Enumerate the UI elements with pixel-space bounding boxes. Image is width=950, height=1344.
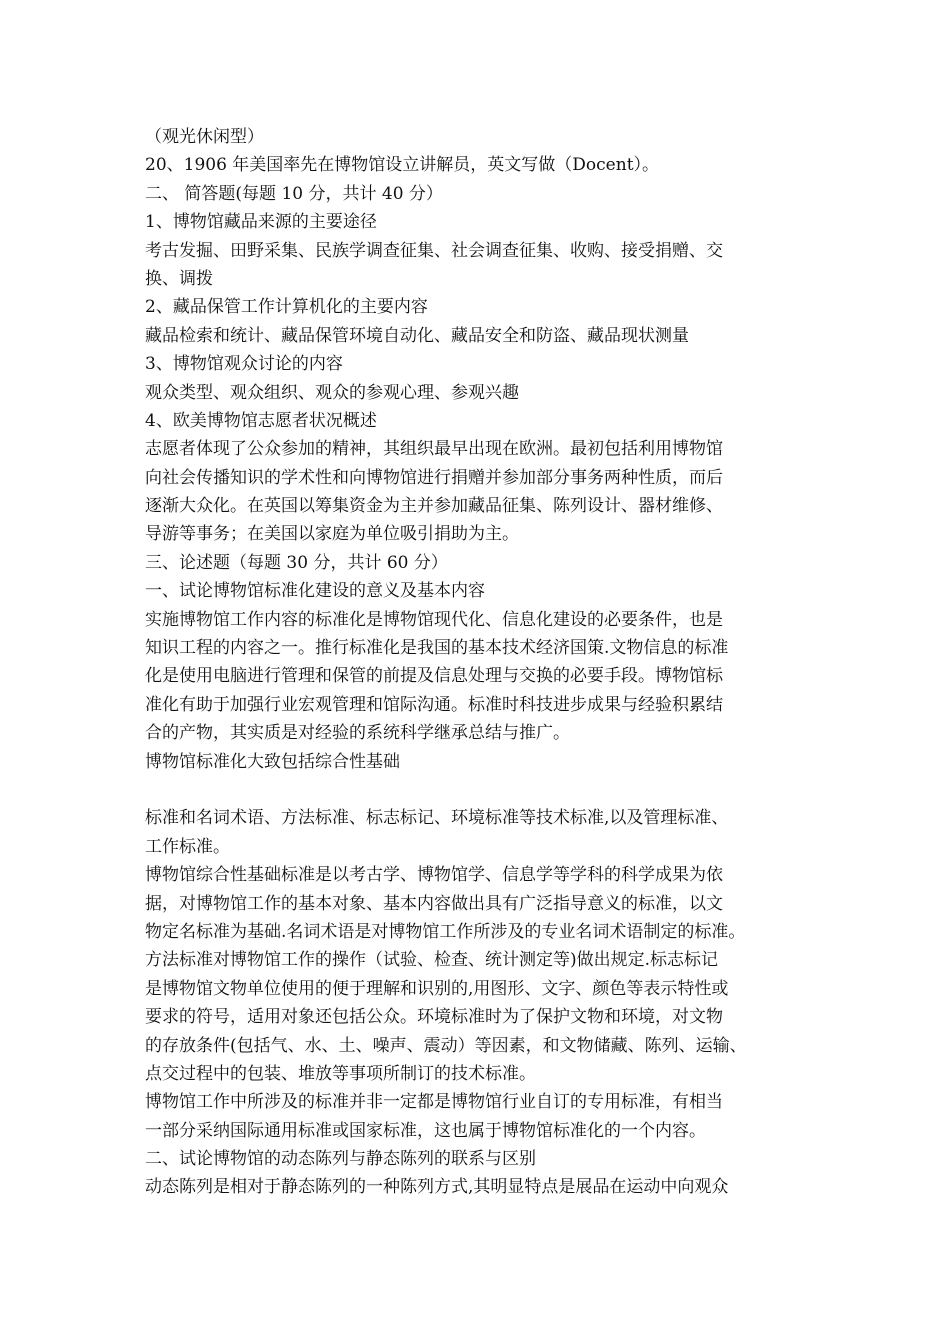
text-line: 物定名标准为基础.名词术语是对博物馆工作所涉及的专业名词术语制定的标准。 (145, 921, 746, 942)
text-line: 标准和名词术语、方法标准、标志标记、环境标准等技术标准,以及管理标准、 (145, 808, 729, 829)
text-line: 藏品检索和统计、藏品保管环境自动化、藏品安全和防盗、藏品现状测量 (145, 325, 689, 346)
text-line: 动态陈列是相对于静态陈列的一种陈列方式,其明显特点是展品在运动中向观众 (145, 1177, 729, 1198)
question-heading: 1、博物馆藏品来源的主要途径 (145, 212, 377, 233)
text-line: 实施博物馆工作内容的标准化是博物馆现代化、信息化建设的必要条件，也是 (145, 609, 723, 630)
section-heading: 三、论述题（每题 30 分，共计 60 分） (145, 552, 448, 573)
text-line: 考古发掘、田野采集、民族学调查征集、社会调查征集、收购、接受捐赠、交 (145, 240, 723, 261)
text-line: 准化有助于加强行业宏观管理和馆际沟通。标准时科技进步成果与经验积累结 (145, 694, 723, 715)
text-line: 化是使用电脑进行管理和保管的前提及信息处理与交换的必要手段。博物馆标 (145, 666, 723, 687)
text-line: 向社会传播知识的学术性和向博物馆进行捐赠并参加部分事务两种性质，而后 (145, 467, 723, 488)
text-line: 知识工程的内容之一。推行标准化是我国的基本技术经济国策.文物信息的标准 (145, 638, 729, 659)
text-line: 据，对博物馆工作的基本对象、基本内容做出具有广泛指导意义的标准，以文 (145, 893, 723, 914)
text-line: （观光休闲型） (145, 127, 264, 147)
text-line: 点交过程中的包装、堆放等事项所制订的技术标准。 (145, 1063, 536, 1084)
blank-line (145, 776, 825, 804)
text-line: 20、1906 年美国率先在博物馆设立讲解员，英文写做（Docent）。 (145, 155, 660, 176)
question-heading: 2、藏品保管工作计算机化的主要内容 (145, 297, 428, 318)
question-heading: 一、试论博物馆标准化建设的意义及基本内容 (145, 581, 485, 602)
text-line: 博物馆工作中所涉及的标准并非一定都是博物馆行业自订的专用标准，有相当 (145, 1092, 723, 1113)
text-line: 方法标准对博物馆工作的操作（试验、检查、统计测定等)做出规定.标志标记 (145, 950, 719, 971)
document-body (145, 123, 825, 1202)
text-line: 志愿者体现了公众参加的精神，其组织最早出现在欧洲。最初包括利用博物馆 (145, 439, 723, 460)
text-line: 工作标准。 (145, 836, 230, 857)
section-heading: 二、 简答题(每题 10 分，共计 40 分） (145, 183, 443, 204)
text-line: 是博物馆文物单位使用的便于理解和识别的,用图形、文字、颜色等表示特性或 (145, 978, 729, 999)
question-heading: 4、欧美博物馆志愿者状况概述 (145, 410, 377, 431)
text-line: 观众类型、观众组织、观众的参观心理、参观兴趣 (145, 382, 519, 403)
text-line: 一部分采纳国际通用标准或国家标准，这也属于博物馆标准化的一个内容。 (145, 1120, 706, 1141)
text-line: 的存放条件(包括气、水、土、噪声、震动）等因素，和文物储藏、陈列、运输、 (145, 1035, 747, 1056)
text-line: 导游等事务；在美国以家庭为单位吸引捐助为主。 (145, 524, 519, 545)
text-line: 博物馆综合性基础标准是以考古学、博物馆学、信息学等学科的科学成果为依 (145, 865, 723, 886)
question-heading: 二、试论博物馆的动态陈列与静态陈列的联系与区别 (145, 1149, 536, 1170)
text-line: 合的产物，其实质是对经验的系统科学继承总结与推广。 (145, 723, 570, 744)
text-line: 换、调拨 (145, 268, 213, 289)
text-line: 逐渐大众化。在英国以筹集资金为主并参加藏品征集、陈列设计、器材维修、 (145, 496, 723, 517)
text-line: 博物馆标准化大致包括综合性基础 (145, 751, 400, 772)
question-heading: 3、博物馆观众讨论的内容 (145, 354, 343, 375)
text-line: 要求的符号，适用对象还包括公众。环境标准时为了保护文物和环境，对文物 (145, 1007, 723, 1028)
